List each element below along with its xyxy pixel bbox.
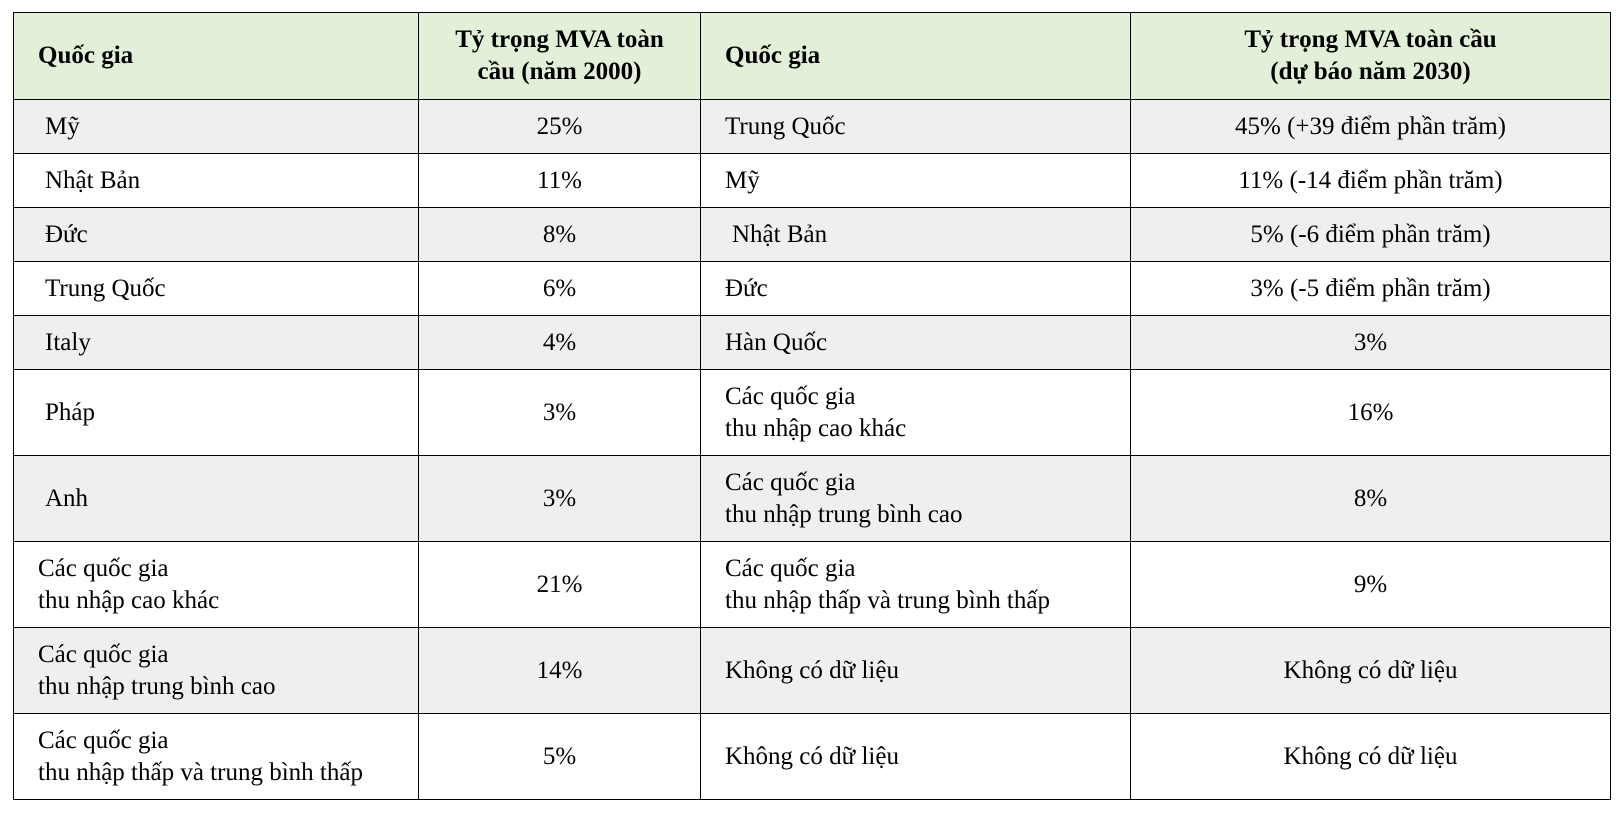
share-2000-cell (419, 208, 701, 262)
country-2000-name: Nhật Bản (45, 166, 141, 194)
share-2030-cell (1131, 628, 1611, 714)
country-2030-cell (701, 628, 1131, 714)
share-2000-value: 5% (542, 742, 577, 770)
country-2030-name-line2: thu nhập cao khác (725, 414, 907, 442)
table-row (14, 370, 1611, 456)
share-2000-cell (419, 456, 701, 542)
share-2030-value: 8% (1353, 484, 1388, 512)
share-2030-cell (1131, 542, 1611, 628)
country-2000-cell (14, 370, 419, 456)
share-2030-value: 3% (-5 điểm phần trăm) (1250, 274, 1491, 302)
country-2030-cell (701, 154, 1131, 208)
country-2000-cell (14, 154, 419, 208)
share-2000-cell (419, 370, 701, 456)
country-2030-name: Trung Quốc (725, 112, 846, 140)
share-2030-value: 5% (-6 điểm phần trăm) (1250, 220, 1491, 248)
share-2030-cell (1131, 100, 1611, 154)
share-2030-cell (1131, 714, 1611, 800)
table-header-row (14, 13, 1611, 100)
country-2000-cell (14, 100, 419, 154)
country-2030-cell (701, 542, 1131, 628)
share-2000-cell (419, 316, 701, 370)
share-2030-cell (1131, 456, 1611, 542)
share-2000-value: 6% (542, 274, 577, 302)
header-country-2030-label: Quốc gia (725, 42, 821, 69)
header-mva-share-2000-line2: cầu (năm 2000) (477, 58, 642, 85)
share-2000-cell (419, 542, 701, 628)
country-2030-name-line1: Các quốc gia (725, 382, 856, 410)
country-2000-name-line1: Các quốc gia (38, 554, 169, 582)
share-2030-value: Không có dữ liệu (1283, 656, 1458, 684)
share-2000-value: 11% (537, 166, 582, 194)
country-2000-name: Italy (45, 328, 91, 356)
country-2000-name-line1: Các quốc gia (38, 726, 169, 754)
header-mva-share-2000 (419, 13, 701, 100)
country-2000-cell (14, 316, 419, 370)
table-row (14, 316, 1611, 370)
table-row (14, 456, 1611, 542)
header-mva-share-2030 (1131, 13, 1611, 100)
table-row (14, 714, 1611, 800)
share-2030-cell (1131, 262, 1611, 316)
share-2000-cell (419, 262, 701, 316)
share-2000-cell (419, 100, 701, 154)
country-2030-cell (701, 100, 1131, 154)
share-2030-cell (1131, 154, 1611, 208)
country-2030-cell (701, 316, 1131, 370)
share-2000-cell (419, 154, 701, 208)
country-2030-name: Không có dữ liệu (725, 656, 899, 684)
share-2000-value: 4% (542, 328, 577, 356)
country-2000-name-line2: thu nhập cao khác (38, 586, 220, 614)
table-row (14, 100, 1611, 154)
mva-share-table (13, 12, 1611, 800)
share-2000-value: 8% (542, 220, 577, 248)
share-2000-value: 14% (536, 656, 583, 684)
country-2030-name: Đức (725, 274, 768, 302)
table-row (14, 542, 1611, 628)
country-2000-name: Anh (45, 484, 89, 512)
country-2000-name-line1: Các quốc gia (38, 640, 169, 668)
country-2030-name-line2: thu nhập trung bình cao (725, 500, 963, 528)
share-2000-value: 3% (542, 398, 577, 426)
share-2030-value: Không có dữ liệu (1283, 742, 1458, 770)
header-mva-share-2030-line1: Tỷ trọng MVA toàn cầu (1244, 26, 1497, 53)
country-2030-cell (701, 714, 1131, 800)
country-2000-name-line2: thu nhập thấp và trung bình thấp (38, 758, 363, 786)
share-2000-value: 21% (536, 570, 583, 598)
country-2000-name: Trung Quốc (45, 274, 166, 302)
share-2030-value: 3% (1353, 328, 1388, 356)
share-2030-cell (1131, 316, 1611, 370)
share-2030-cell (1131, 208, 1611, 262)
share-2030-value: 45% (+39 điểm phần trăm) (1235, 112, 1506, 140)
country-2000-name: Mỹ (45, 112, 80, 140)
country-2030-name-line1: Các quốc gia (725, 468, 856, 496)
country-2030-cell (701, 208, 1131, 262)
country-2030-cell (701, 456, 1131, 542)
share-2000-value: 3% (542, 484, 577, 512)
header-mva-share-2000-line1: Tỷ trọng MVA toàn (455, 26, 664, 53)
country-2030-name-line1: Các quốc gia (725, 554, 856, 582)
table-row (14, 208, 1611, 262)
country-2030-name: Mỹ (725, 166, 760, 194)
country-2000-cell (14, 714, 419, 800)
share-2000-cell (419, 628, 701, 714)
country-2030-name: Hàn Quốc (725, 328, 828, 356)
share-2000-cell (419, 714, 701, 800)
header-country-2000 (14, 13, 419, 100)
table-row (14, 262, 1611, 316)
country-2000-cell (14, 208, 419, 262)
table-row (14, 154, 1611, 208)
country-2000-name: Đức (45, 220, 88, 248)
country-2000-cell (14, 262, 419, 316)
header-country-2000-label: Quốc gia (38, 42, 134, 69)
country-2000-cell (14, 628, 419, 714)
country-2030-name: Nhật Bản (732, 220, 828, 248)
country-2030-cell (701, 370, 1131, 456)
table-row (14, 628, 1611, 714)
share-2030-value: 9% (1353, 570, 1388, 598)
share-2030-value: 11% (-14 điểm phần trăm) (1238, 166, 1503, 194)
country-2030-cell (701, 262, 1131, 316)
country-2000-cell (14, 456, 419, 542)
share-2030-cell (1131, 370, 1611, 456)
country-2000-name: Pháp (45, 398, 95, 426)
header-mva-share-2030-line2: (dự báo năm 2030) (1270, 58, 1471, 85)
share-2000-value: 25% (536, 112, 583, 140)
country-2030-name: Không có dữ liệu (725, 742, 899, 770)
country-2000-cell (14, 542, 419, 628)
country-2030-name-line2: thu nhập thấp và trung bình thấp (725, 586, 1050, 614)
country-2000-name-line2: thu nhập trung bình cao (38, 672, 276, 700)
header-country-2030 (701, 13, 1131, 100)
share-2030-value: 16% (1347, 398, 1394, 426)
